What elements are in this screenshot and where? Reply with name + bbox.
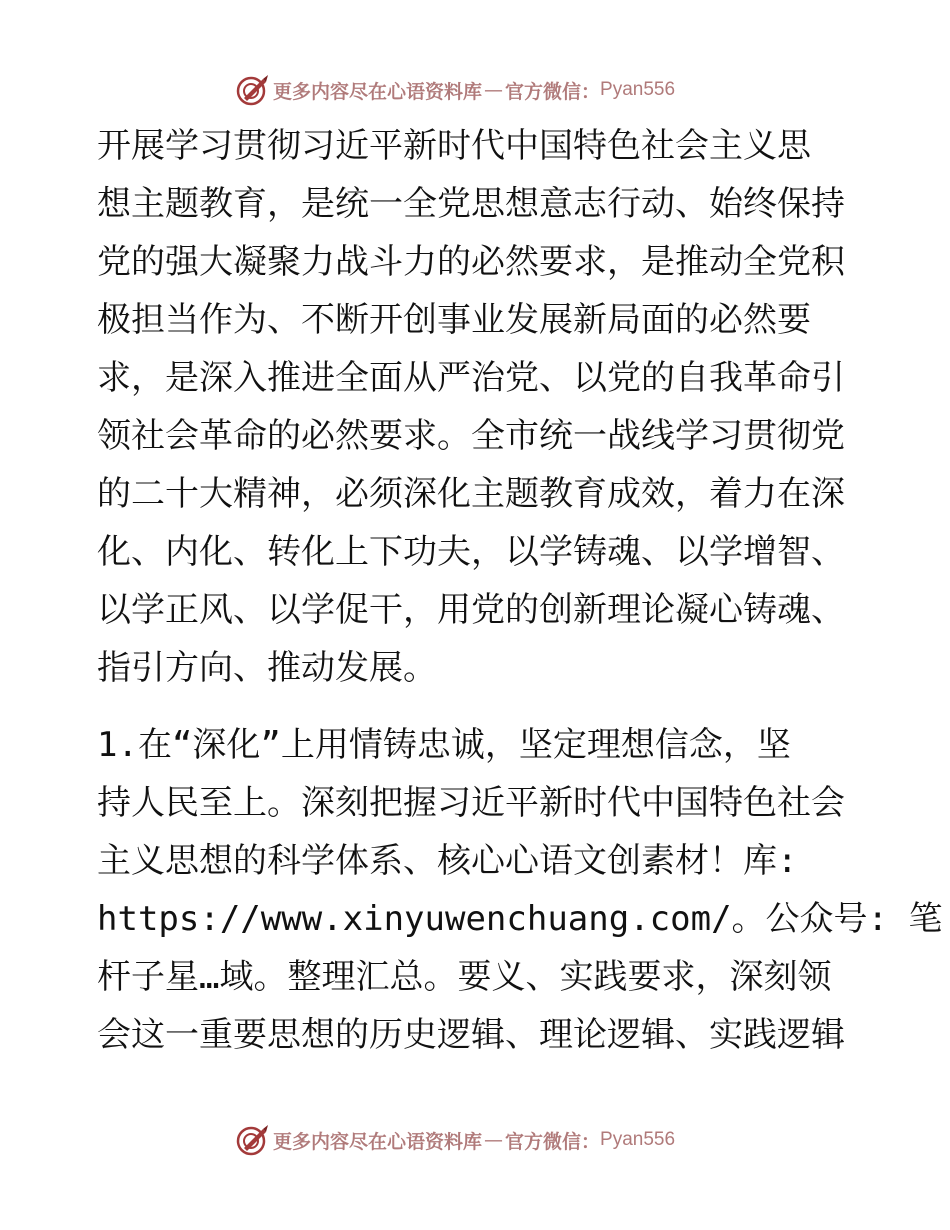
- paragraph-line: 的二十大精神，必须深化主题教育成效，着力在深: [97, 474, 845, 514]
- paragraph-line: 想主题教育，是统一全党思想意志行动、始终保持: [97, 184, 845, 224]
- paragraph-line: 求，是深入推进全面从严治党、以党的自我革命引: [97, 358, 845, 398]
- header-wechat-id: Pyan556: [600, 79, 676, 100]
- paragraph-line: 极担当作为、不断开创事业发展新局面的必然要: [97, 300, 811, 340]
- paragraph-line: 开展学习贯彻习近平新时代中国特色社会主义思: [97, 126, 811, 166]
- paragraph-line: https://www.xinyuwenchuang.com/。公众号: 笔: [97, 899, 943, 939]
- pen-logo-icon: [235, 73, 269, 107]
- header-site-text: 更多内容尽在心语资料库: [273, 80, 483, 103]
- footer-banner-content: [235, 1120, 675, 1160]
- header-banner-content: [235, 70, 675, 110]
- header-banner: [0, 70, 950, 110]
- footer-site-text: 更多内容尽在心语资料库: [273, 1130, 483, 1153]
- pen-logo-icon: [235, 1123, 269, 1157]
- footer-wechat-label: 官方微信：: [505, 1130, 601, 1153]
- footer-wechat-id: Pyan556: [600, 1129, 676, 1150]
- paragraph-line: 主义思想的科学体系、核心心语文创素材！库:: [97, 841, 798, 881]
- paragraph-line: 指引方向、推动发展。: [97, 648, 437, 688]
- paragraph-line: 持人民至上。深刻把握习近平新时代中国特色社会: [97, 783, 845, 823]
- paragraph-line: 化、内化、转化上下功夫，以学铸魂、以学增智、: [97, 532, 845, 572]
- paragraph-line: 党的强大凝聚力战斗力的必然要求，是推动全党积: [97, 242, 845, 282]
- header-wechat-label: 官方微信：: [505, 80, 601, 103]
- paragraph-line: 1.在“深化”上用情铸忠诚，坚定理想信念，坚: [97, 725, 791, 765]
- paragraph-line: 杆子星…域。整理汇总。要义、实践要求，深刻领: [97, 957, 832, 997]
- paragraph-line: 会这一重要思想的历史逻辑、理论逻辑、实践逻辑: [97, 1015, 845, 1055]
- paragraph-line: 以学正风、以学促干，用党的创新理论凝心铸魂、: [97, 590, 845, 630]
- footer-separator: —: [484, 1129, 504, 1151]
- paragraph-line: 领社会革命的必然要求。全市统一战线学习贯彻党: [97, 416, 845, 456]
- footer-banner: [0, 1120, 950, 1160]
- header-separator: —: [484, 79, 504, 101]
